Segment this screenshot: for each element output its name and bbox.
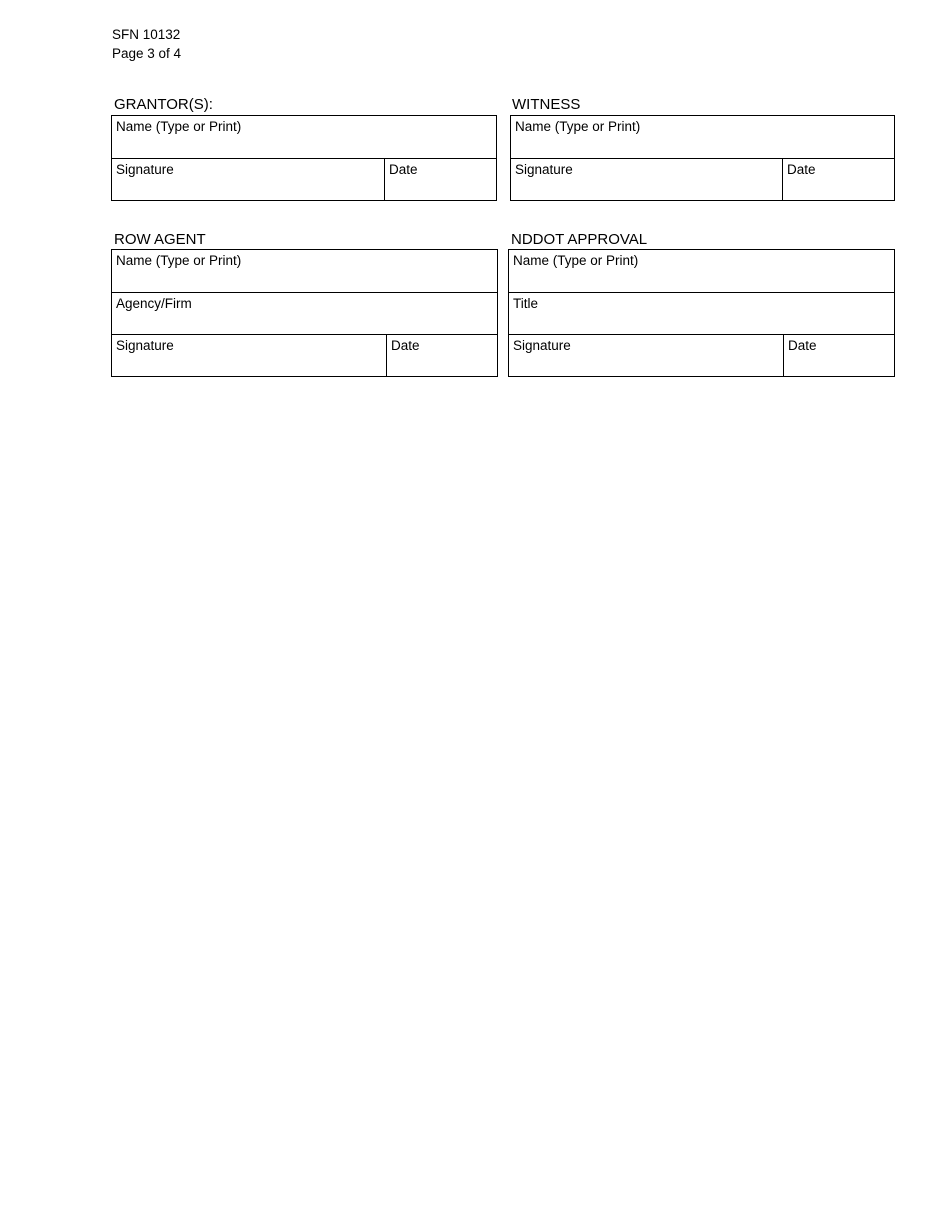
row-agent-date-field[interactable] [386,335,497,376]
witness-signature-field[interactable] [511,159,783,200]
nddot-signature-field[interactable] [509,335,783,376]
row-agent-name-field[interactable] [112,250,497,292]
witness-signature-row [511,158,894,200]
grantor-signature-label: Signature [116,162,174,177]
grantor-date-label: Date [389,162,418,177]
witness-name-field[interactable] [511,116,894,158]
grantor-section-title: GRANTOR(S): [114,96,213,113]
nddot-name-field[interactable] [509,250,894,292]
nddot-approval-box [508,249,895,377]
row-agent-agency-field[interactable] [112,292,497,334]
row-agent-section-title: ROW AGENT [114,231,206,248]
row-agent-signature-field[interactable] [112,335,386,376]
witness-signature-label: Signature [515,162,573,177]
nddot-date-label: Date [788,338,817,353]
nddot-name-label: Name (Type or Print) [513,253,639,268]
nddot-approval-section-title: NDDOT APPROVAL [511,231,648,248]
witness-date-field[interactable] [782,159,894,200]
nddot-title-field[interactable] [509,292,894,334]
witness-name-label: Name (Type or Print) [515,119,641,134]
row-agent-date-label: Date [391,338,420,353]
row-agent-signature-row [112,334,497,376]
nddot-title-label: Title [513,296,539,311]
row-agent-agency-label: Agency/Firm [116,296,192,311]
grantor-date-field[interactable] [384,159,496,200]
witness-box [510,115,895,201]
nddot-signature-label: Signature [513,338,571,353]
witness-date-label: Date [787,162,816,177]
form-number: SFN 10132 [112,27,181,42]
grantor-name-label: Name (Type or Print) [116,119,242,134]
row-agent-signature-label: Signature [116,338,174,353]
row-agent-name-label: Name (Type or Print) [116,253,242,268]
row-agent-box [111,249,498,377]
grantor-box [111,115,497,201]
grantor-signature-row [112,158,496,200]
grantor-signature-field[interactable] [112,159,384,200]
grantor-name-field[interactable] [112,116,496,158]
page-info: Page 3 of 4 [112,46,182,61]
nddot-date-field[interactable] [783,335,894,376]
witness-section-title: WITNESS [512,96,581,113]
nddot-signature-row [509,334,894,376]
